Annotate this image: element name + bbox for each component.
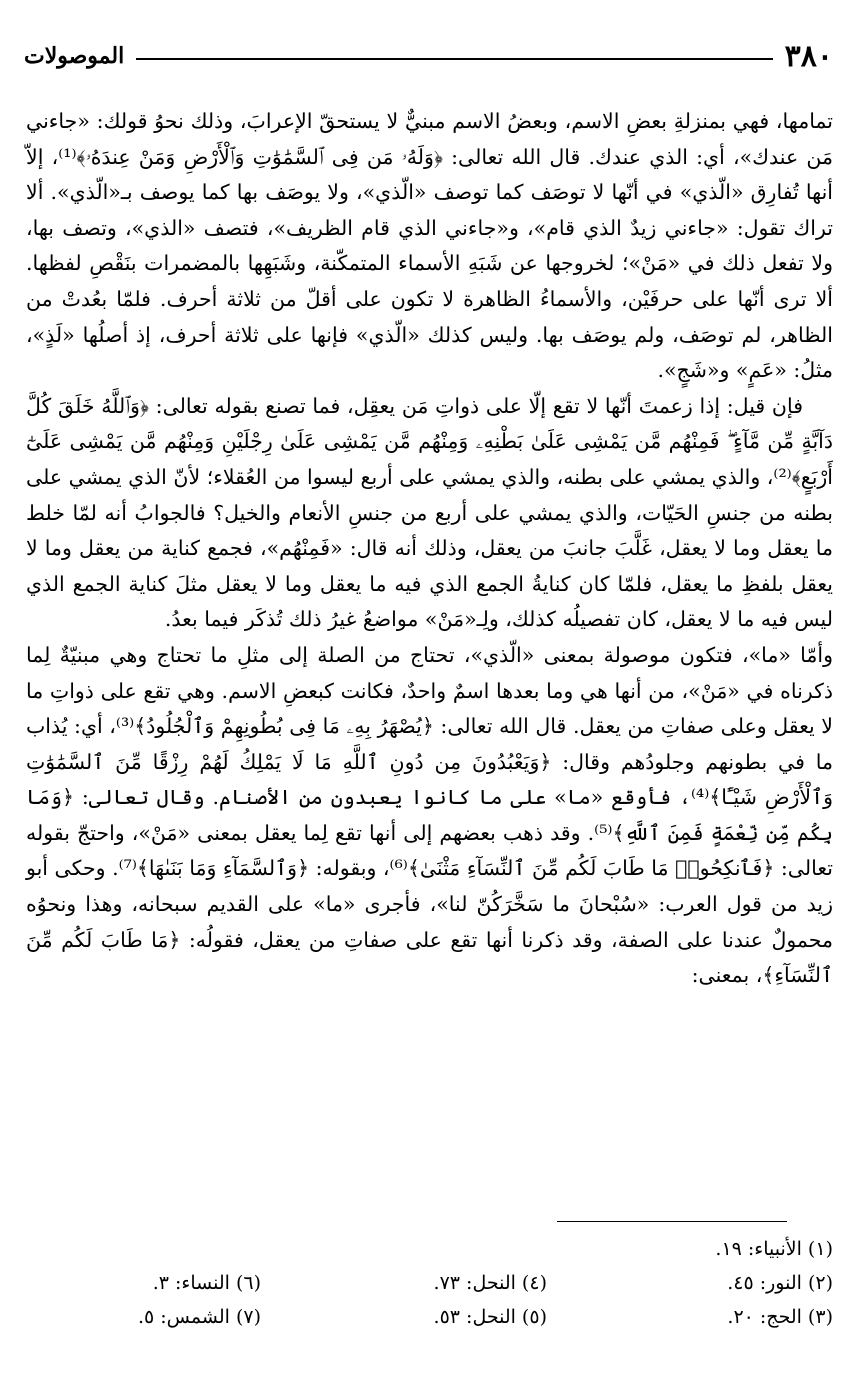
page-number: ٣٨٠ [784,38,833,74]
paragraph-3: وأمّا «ما»، فتكون موصولة بمعنى «الّذي»، تحتاج من الصلة إلى مثلِ ما تحتاج وهي مبنيّةٌ لِما ذكرناه في «مَنْ»، من أنها هي وما بعدها اسمٌ واحدٌ، فكانت كبعضِ الاسم. وهي تقع على ذواتِ ما لا يعقل وعلى صفاتِ من يعقل. قال الله تعالى: ﴿يُصْهَرُ بِهِۦ مَا فِى بُطُونِهِمْ وَٱلْجُلُودُ﴾⁽³⁾، أي: يُذاب ما في بطونهم وجلودُهم وقال: ﴿وَيَعْبُدُونَ مِن دُونِ ٱللَّهِ مَا لَا يَمْلِكُ لَهُمْ رِزْقًا مِّنَ ٱلسَّمَٰوَٰتِ وَٱلْأَرْضِ شَيْـًٔا﴾⁽⁴⁾، فأوقع «ما» على ما كانوا يعبدون من الأصنام. وقال تعالى: ﴿وَمَا بِكُم مِّن نِّعْمَةٍ فَمِنَ ٱللَّهِ﴾⁽⁵⁾. وقد ذهب بعضهم إلى أنها تقع لِما يعقل بمعنى «مَنْ»، واحتجّ بقوله تعالى: ﴿فَٱنكِحُوا۟ مَا طَابَ لَكُم مِّنَ ٱلنِّسَآءِ مَثْنَىٰ﴾⁽⁶⁾، وبقوله: ﴿وَٱلسَّمَآءِ وَمَا بَنَىٰهَا﴾⁽⁷⁾. وحكى أبو زيد من قول العرب: «سُبْحانَ ما سَخَّرَكُنّ لنا»، فأجرى «ما» على القديم سبحانه، وهذا ونحوُه محمولٌ عندنا على الصفة، وقد ذكرنا أنها تقع على صفاتِ من يعقل، فقولُه: ﴿مَا طَابَ لَكُم مِّنَ ٱلنِّسَآءِ﴾، بمعنى: [26,642,834,988]
footnote-2: (٢) النور: ٤٥. [727,1272,833,1294]
footnote-4: (٤) النحل: ٧٣. [433,1272,547,1294]
footnotes-column-3 [138,1232,261,1334]
footnotes-separator [557,1221,787,1222]
main-text [26,104,833,994]
footnotes-column-2 [297,1232,547,1334]
footnotes-column-1 [583,1232,833,1334]
paragraph-2: فإن قيل: إذا زعمتَ أنّها لا تقع إلّا على ذواتِ مَن يعقِل، فما تصنع بقوله تعالى: ﴿وَٱللَّهُ خَلَقَ كُلَّ دَآبَّةٍ مِّن مَّآءٍ ۖ فَمِنْهُم مَّن يَمْشِى عَلَىٰ بَطْنِهِۦ وَمِنْهُم مَّن يَمْشِى عَلَىٰ رِجْلَيْنِ وَمِنْهُم مَّن يَمْشِى عَلَىٰٓ أَرْبَعٍ﴾⁽²⁾، والذي يمشي على بطنه، والذي يمشي على أربع ليسوا من العُقلاء؛ لأنّ الذي يمشي على بطنه من جنسِ الحَيّات، والذي يمشي على أربع من جنسِ الأنعام والخيل؟ فالجوابُ أنه لمّا خلط ما يعقل وما لا يعقل، غَلَّبَ جانبَ من يعقل، وذلك أنه قال: «فَمِنْهُم»، فجمع كناية من يعقل وما لا يعقل بلفظِ ما يعقل، فلمّا كان كنايةُ الجمع الذي فيه ما يعقل وما لا يعقل مثلَ كناية الجمع الذي ليس فيه ما لا يعقل، كان تفصيلُه كذلك، ولِـ«مَنْ» مواضعُ غيرُ ذلك تُذكَر فيما بعدُ. [26,393,833,632]
page-header [24,34,833,78]
footnote-7: (٧) الشمس: ٥. [137,1306,261,1328]
paragraph-1: تمامها، فهي بمنزلةِ بعضِ الاسم، وبعضُ الاسم مبنيٌّ لا يستحقّ الإعرابَ، وذلك نحوُ قولك: «جاءني مَن عندك»، أي: الذي عندك. قال الله تعالى: ﴿وَلَهُۥ مَن فِى ٱلسَّمَٰوَٰتِ وَٱلْأَرْضِ وَمَنْ عِندَهُۥ﴾⁽¹⁾، إلاّ أنها تُفارِق «الّذي» في أنّها لا توصَف كما توصف «الّذي»، ولا يوصَف بها كما يوصف بـ«الّذي». ألا تراك تقول: «جاءني زيدٌ الذي قام»، و«جاءني الذي قام الظريف»، فتصف «الذي»، وتصف بها، ولا تفعل ذلك في «مَنْ»؛ لخروجها عن شَبَهِ الأسماء المتمكّنة، وشَبَهِها بالمضمرات بنَقْصِ لفظها. ألا ترى أنّها على حرفَيْن، والأسماءُ الظاهرة لا تكون على أقلّ من ثلاثة أحرف. فلمّا بعُدتْ من الظاهر، لم توصَف، ولم يوصَف بها. وليس كذلك «الّذي» فإنها على ثلاثة أحرف، إذ أصلُها «لَذٍ»، مثلُ: «عَمٍ» و«شَجٍ». [26,109,833,383]
header-rule [136,58,772,60]
footnotes [110,1232,833,1334]
footnote-1: (١) الأنبياء: ١٩. [715,1238,833,1260]
footnote-3: (٣) الحج: ٢٠. [727,1306,833,1328]
footnote-5: (٥) النحل: ٥٣. [433,1306,547,1328]
running-title: الموصولات [24,43,125,69]
footnote-6: (٦) النساء: ٣. [152,1272,261,1294]
